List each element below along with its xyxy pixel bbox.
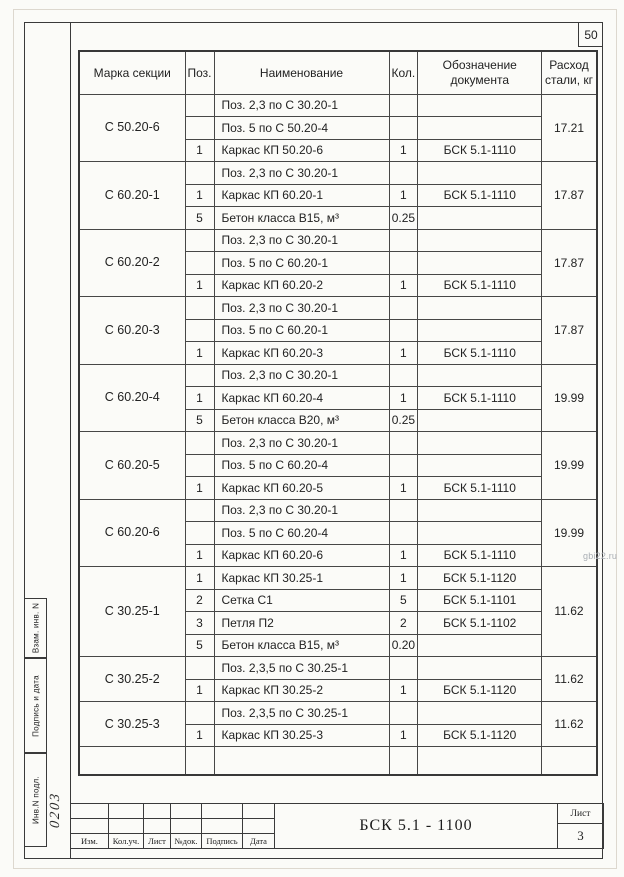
item-name-cell: Поз. 2,3 по С 30.20-1 [214,297,389,320]
side-stamp-podpis-data-label: Подпись и дата [31,674,40,737]
position-cell: 1 [185,387,214,410]
document-designation-cell: БСК 5.1-1120 [418,679,542,702]
revision-column [144,804,171,848]
section-mark-cell: С 30.25-1 [79,567,185,657]
document-designation-cell [418,634,542,657]
revision-column-label: Подпись [206,835,238,846]
position-cell: 5 [185,409,214,432]
revision-column [243,804,275,848]
steel-consumption-cell: 19.99 [542,499,597,567]
document-designation-cell [418,364,542,387]
position-cell [185,117,214,140]
column-header-section-mark: Марка секции [79,51,185,94]
position-cell [185,522,214,545]
quantity-cell: 1 [389,679,418,702]
spec-row [79,162,597,185]
steel-consumption-cell: 11.62 [542,702,597,747]
revision-column-label: Дата [250,835,267,846]
quantity-cell [389,499,418,522]
quantity-cell: 0.25 [389,207,418,230]
sheet-number-box [558,804,603,848]
position-cell: 1 [185,342,214,365]
revision-column [71,804,109,848]
quantity-cell: 1 [389,387,418,410]
item-name-cell: Каркас КП 60.20-4 [214,387,389,410]
document-designation-cell: БСК 5.1-1110 [418,139,542,162]
quantity-cell [389,94,418,117]
spec-row [79,364,597,387]
quantity-cell: 1 [389,567,418,590]
document-designation-cell [418,409,542,432]
position-cell: 1 [185,679,214,702]
steel-consumption-cell: 17.21 [542,94,597,162]
sheet-number: 3 [577,827,584,843]
quantity-cell [389,319,418,342]
item-name-cell: Каркас КП 60.20-3 [214,342,389,365]
quantity-cell: 0.20 [389,634,418,657]
item-name-cell: Поз. 2,3 по С 30.20-1 [214,499,389,522]
item-name-cell: Каркас КП 60.20-6 [214,544,389,567]
document-designation-cell [418,297,542,320]
document-designation-cell: БСК 5.1-1110 [418,387,542,410]
section-mark-cell: С 60.20-1 [79,162,185,230]
document-designation-cell [418,432,542,455]
item-name-cell: Поз. 5 по С 60.20-4 [214,522,389,545]
spec-row [79,499,597,522]
quantity-cell [389,252,418,275]
revision-column [171,804,202,848]
item-name-cell: Поз. 2,3 по С 30.20-1 [214,229,389,252]
spec-row [79,432,597,455]
document-designation-cell [418,252,542,275]
quantity-cell [389,229,418,252]
steel-consumption-cell: 11.62 [542,567,597,657]
page-number: 50 [584,27,598,42]
document-designation-cell: БСК 5.1-1110 [418,184,542,207]
watermark-text: gbi22.ru [583,551,618,561]
position-cell: 3 [185,612,214,635]
position-cell [185,702,214,725]
position-cell [185,432,214,455]
handwritten-inventory-number: 0203 [48,791,63,829]
section-mark-cell: С 60.20-6 [79,499,185,567]
revision-column-label: Лист [148,835,166,846]
document-designation-cell [418,117,542,140]
document-designation-cell [418,94,542,117]
quantity-cell: 5 [389,589,418,612]
item-name-cell: Сетка С1 [214,589,389,612]
spec-row [79,657,597,680]
position-cell: 5 [185,207,214,230]
document-designation: БСК 5.1 - 1100 [359,817,473,834]
document-designation-cell [418,522,542,545]
spec-header-row [79,51,597,94]
item-name-cell: Поз. 2,3 по С 30.20-1 [214,364,389,387]
column-header-steel-consumption: Расход стали, кг [542,51,597,94]
steel-consumption-cell: 19.99 [542,432,597,500]
position-cell: 1 [185,139,214,162]
document-designation-cell: БСК 5.1-1101 [418,589,542,612]
document-designation-cell [418,207,542,230]
item-name-cell: Поз. 5 по С 60.20-4 [214,454,389,477]
section-mark-cell: С 30.25-3 [79,702,185,747]
document-designation-cell [418,702,542,725]
position-cell: 5 [185,634,214,657]
position-cell: 1 [185,567,214,590]
section-mark-cell: С 60.20-2 [79,229,185,297]
spec-row [79,94,597,117]
side-stamp-inv-podl-label: Инв.N подл. [31,775,40,825]
item-name-cell: Поз. 2,3,5 по С 30.25-1 [214,702,389,725]
position-cell [185,319,214,342]
document-designation-cell: БСК 5.1-1110 [418,544,542,567]
position-cell: 1 [185,184,214,207]
steel-consumption-cell: 17.87 [542,162,597,230]
title-block-row-line [71,833,275,834]
quantity-cell: 1 [389,544,418,567]
revision-column-label: Кол.уч. [112,835,140,846]
section-mark-cell [79,747,185,775]
spec-row [79,747,597,775]
column-header-name: Наименование [214,51,389,94]
item-name-cell: Каркас КП 50.20-6 [214,139,389,162]
quantity-cell: 1 [389,139,418,162]
revision-column [202,804,243,848]
quantity-cell: 1 [389,477,418,500]
position-cell [185,364,214,387]
document-designation-cell [275,804,558,848]
position-cell [185,94,214,117]
spec-row [79,702,597,725]
column-header-quantity: Кол. [389,51,418,94]
document-designation-cell: БСК 5.1-1110 [418,274,542,297]
position-cell [185,454,214,477]
document-designation-cell: БСК 5.1-1102 [418,612,542,635]
column-header-document: Обозначение документа [418,51,542,94]
title-block-row-line [71,818,275,819]
item-name-cell: Каркас КП 30.25-1 [214,567,389,590]
side-stamp-podpis-data [24,658,47,753]
quantity-cell: 2 [389,612,418,635]
quantity-cell: 1 [389,274,418,297]
section-mark-cell: С 60.20-3 [79,297,185,365]
item-name-cell [214,747,389,775]
item-name-cell: Поз. 2,3,5 по С 30.25-1 [214,657,389,680]
document-designation-cell [418,162,542,185]
quantity-cell: 0.25 [389,409,418,432]
item-name-cell: Бетон класса В15, м³ [214,207,389,230]
item-name-cell: Каркас КП 60.20-2 [214,274,389,297]
steel-consumption-cell: 17.87 [542,229,597,297]
document-designation-cell [418,657,542,680]
page-number-box [578,23,603,47]
document-designation-cell [418,229,542,252]
revision-column [109,804,144,848]
document-designation-cell: БСК 5.1-1110 [418,477,542,500]
position-cell: 1 [185,477,214,500]
quantity-cell: 1 [389,184,418,207]
side-stamp-vzam-inv-label: Взам. инв. N [31,602,40,654]
quantity-cell [389,432,418,455]
spec-row [79,229,597,252]
document-designation-cell [418,499,542,522]
position-cell [185,499,214,522]
revision-column-label: Изм. [81,835,98,846]
item-name-cell: Поз. 2,3 по С 30.20-1 [214,432,389,455]
item-name-cell: Бетон класса В20, м³ [214,409,389,432]
section-mark-cell: С 30.25-2 [79,657,185,702]
position-cell [185,162,214,185]
spec-row [79,297,597,320]
section-mark-cell: С 60.20-4 [79,364,185,432]
position-cell [185,297,214,320]
quantity-cell [389,162,418,185]
quantity-cell [389,117,418,140]
quantity-cell [389,747,418,775]
item-name-cell: Бетон класса В15, м³ [214,634,389,657]
quantity-cell [389,657,418,680]
position-cell [185,229,214,252]
item-name-cell: Каркас КП 60.20-1 [214,184,389,207]
spec-table-body [79,94,597,775]
item-name-cell: Каркас КП 30.25-2 [214,679,389,702]
quantity-cell: 1 [389,724,418,747]
steel-consumption-cell [542,747,597,775]
document-designation-cell: БСК 5.1-1120 [418,724,542,747]
position-cell: 1 [185,724,214,747]
position-cell [185,747,214,775]
document-designation-cell: БСК 5.1-1110 [418,342,542,365]
item-name-cell: Поз. 2,3 по С 30.20-1 [214,94,389,117]
position-cell: 1 [185,544,214,567]
item-name-cell: Петля П2 [214,612,389,635]
position-cell: 2 [185,589,214,612]
revision-column-label: №док. [174,835,198,846]
side-stamp-vzam-inv [24,598,47,658]
document-designation-cell: БСК 5.1-1120 [418,567,542,590]
item-name-cell: Каркас КП 60.20-5 [214,477,389,500]
position-cell [185,252,214,275]
position-cell: 1 [185,274,214,297]
item-name-cell: Поз. 5 по С 60.20-1 [214,252,389,275]
document-designation-cell [418,454,542,477]
item-name-cell: Поз. 5 по С 50.20-4 [214,117,389,140]
document-designation-cell [418,747,542,775]
quantity-cell [389,364,418,387]
sheet-label: Лист [558,804,603,824]
quantity-cell [389,522,418,545]
steel-consumption-cell: 17.87 [542,297,597,365]
column-header-position: Поз. [185,51,214,94]
section-mark-cell: С 60.20-5 [79,432,185,500]
quantity-cell: 1 [389,342,418,365]
position-cell [185,657,214,680]
item-name-cell: Поз. 5 по С 60.20-1 [214,319,389,342]
document-designation-cell [418,319,542,342]
quantity-cell [389,454,418,477]
title-block [70,803,604,849]
steel-consumption-cell: 11.62 [542,657,597,702]
quantity-cell [389,702,418,725]
section-mark-cell: С 50.20-6 [79,94,185,162]
specification-table [78,50,598,776]
spec-row [79,567,597,590]
frame-margin-line [70,22,71,858]
item-name-cell: Каркас КП 30.25-3 [214,724,389,747]
item-name-cell: Поз. 2,3 по С 30.20-1 [214,162,389,185]
steel-consumption-cell: 19.99 [542,364,597,432]
quantity-cell [389,297,418,320]
